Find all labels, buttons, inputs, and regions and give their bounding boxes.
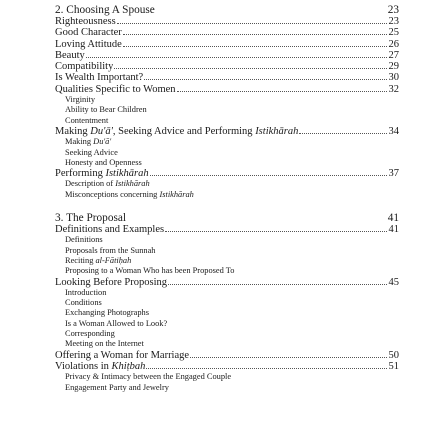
toc-title-part: Righteousness	[55, 16, 116, 27]
toc-title	[55, 50, 85, 61]
toc-title-part: Offering a Woman for Marriage	[55, 349, 190, 361]
toc-entry	[55, 350, 399, 361]
toc-entry	[55, 39, 399, 50]
toc-entry	[55, 361, 399, 372]
toc-title-part: Istikhārah	[255, 125, 299, 137]
toc-title	[65, 308, 149, 317]
toc-title-part: Looking Before Proposing	[55, 276, 167, 288]
toc-title	[65, 137, 111, 146]
toc-subentry	[55, 246, 399, 256]
toc-title-part: Exchanging Photographs	[65, 308, 149, 318]
page-number: 51	[388, 360, 399, 372]
toc-title-part: Proposing to a Woman Who has been Proposed To	[65, 266, 235, 276]
toc-title	[65, 246, 156, 255]
toc-entry	[55, 72, 399, 83]
toc-entry	[55, 16, 399, 27]
page-number: 26	[388, 38, 399, 50]
toc-title	[65, 158, 142, 167]
toc-title-part: Khiṭbah	[111, 360, 146, 372]
dot-leader	[114, 68, 386, 69]
dot-leader	[123, 46, 387, 47]
toc-subentry	[55, 235, 399, 245]
toc-title-part: Du'ā'	[90, 125, 113, 137]
toc-title	[65, 288, 106, 297]
toc-title	[65, 116, 108, 125]
toc-title-part: al-Fātiḥah	[95, 255, 132, 265]
toc-title	[55, 350, 189, 361]
toc-title	[65, 339, 144, 348]
toc-title-part: Violations in	[55, 360, 112, 372]
toc-subentry	[55, 116, 399, 126]
dot-leader	[146, 368, 386, 369]
toc-title-part: Contentment	[65, 115, 109, 125]
toc-subentry	[55, 288, 399, 298]
toc-title-part: Good Character	[55, 27, 122, 39]
page-number: 32	[388, 83, 399, 95]
toc-title-part: Is Wealth Important?	[55, 72, 144, 84]
toc-title-part: Description of	[65, 179, 116, 189]
toc-title-part: 3. The Proposal	[55, 212, 127, 225]
toc-subentry	[55, 339, 399, 349]
toc-title-part: Ability to Bear Children	[65, 105, 147, 115]
page-number: 23	[388, 16, 399, 27]
dot-leader	[299, 133, 386, 134]
toc-title-part: , Seeking Advice and Performing	[112, 125, 256, 137]
toc-title-part: 2. Choosing A Spouse	[55, 4, 155, 16]
toc-title-part: Istikhārah	[159, 189, 194, 199]
page-number: 41	[387, 212, 399, 225]
toc-title-part: Corresponding	[65, 329, 115, 339]
toc-subentry	[55, 190, 399, 200]
toc-title-part: Meeting on the Internet	[65, 339, 144, 349]
toc-title-part: Proposals from the Sunnah	[65, 245, 156, 255]
toc-title	[65, 190, 194, 199]
toc-title-part: Du'ā'	[93, 137, 112, 147]
dot-leader	[144, 79, 386, 80]
dot-leader	[86, 57, 387, 58]
toc-title-part: Is a Woman Allowed to Look?	[65, 318, 168, 328]
toc-entry	[55, 224, 399, 235]
toc-title	[55, 224, 164, 235]
toc-title	[65, 372, 231, 381]
page-number: 29	[388, 61, 399, 73]
toc-title	[55, 16, 116, 27]
toc-title	[55, 212, 126, 224]
dot-leader	[123, 34, 387, 35]
toc-title	[65, 319, 167, 328]
toc-title	[55, 72, 143, 83]
dot-leader	[177, 91, 387, 92]
dot-leader	[190, 357, 386, 358]
toc-subentry	[55, 256, 399, 266]
toc-title-part: Istikhārah	[115, 179, 150, 189]
toc-title-part: Reciting	[65, 255, 96, 265]
page-number: 27	[388, 49, 399, 61]
page-number: 30	[388, 72, 399, 84]
toc-title-part: Making	[55, 125, 91, 137]
toc-title	[65, 298, 102, 307]
toc-title-part: Engagement Party and Jewelry	[65, 382, 169, 392]
toc-title	[65, 179, 150, 188]
toc-title-part: Honesty and Openness	[65, 157, 142, 167]
toc-subentry	[55, 298, 399, 308]
toc-title	[55, 27, 122, 38]
toc-title	[65, 235, 103, 244]
page-number: 25	[388, 27, 399, 39]
toc-entry	[55, 168, 399, 179]
toc-title	[65, 105, 147, 114]
toc-subentry	[55, 179, 399, 189]
page-number: 23	[387, 4, 399, 16]
page-number: 34	[388, 125, 399, 137]
toc-title	[55, 61, 113, 72]
section-gap	[55, 200, 399, 212]
toc-subentry	[55, 319, 399, 329]
toc-title-part: Definitions	[65, 235, 103, 245]
toc-title	[65, 148, 118, 157]
toc-subentry	[55, 95, 399, 105]
toc-entry	[55, 126, 399, 137]
toc-title-part: Loving Attitude	[55, 38, 122, 50]
toc-subentry	[55, 137, 399, 147]
toc-title-part: Istikhārah	[105, 168, 149, 180]
toc-title	[65, 383, 169, 392]
toc-entry	[55, 61, 399, 72]
toc-title-part: Misconceptions concerning	[65, 189, 160, 199]
toc-subentry	[55, 148, 399, 158]
toc-title	[55, 277, 167, 288]
toc-title-part: Conditions	[65, 298, 102, 308]
toc-subentry	[55, 308, 399, 318]
toc-title	[65, 256, 131, 265]
toc-subentry	[55, 105, 399, 115]
toc-title-part: Performing	[55, 168, 106, 180]
page-number: 37	[388, 168, 399, 180]
toc-subentry	[55, 329, 399, 339]
toc-title-part: Making	[65, 137, 94, 147]
page-number: 45	[388, 276, 399, 288]
toc-title-part: Introduction	[65, 287, 107, 297]
page-number: 41	[388, 224, 399, 236]
toc-title	[55, 361, 145, 372]
dot-leader	[117, 23, 387, 24]
toc-title	[55, 168, 149, 179]
toc-entry	[55, 27, 399, 38]
toc-title-part: Compatibility	[55, 61, 114, 73]
toc-chapter	[55, 4, 399, 16]
toc-entry	[55, 84, 399, 95]
toc-subentry	[55, 372, 399, 382]
toc-subentry	[55, 158, 399, 168]
toc-title-part: Definitions and Examples	[55, 224, 165, 236]
toc-title	[65, 266, 234, 275]
toc-title	[55, 39, 122, 50]
toc-title-part: Virginity	[65, 95, 96, 105]
dot-leader	[150, 175, 387, 176]
toc-subentry	[55, 383, 399, 393]
toc-title	[55, 4, 155, 16]
toc-chapter	[55, 212, 399, 224]
toc-title	[65, 95, 95, 104]
toc-title	[65, 329, 115, 338]
dot-leader	[165, 231, 386, 232]
toc-title	[55, 126, 298, 137]
dot-leader	[168, 284, 387, 285]
toc-subentry	[55, 266, 399, 276]
toc-entry	[55, 277, 399, 288]
toc-entry	[55, 50, 399, 61]
toc-title	[55, 84, 176, 95]
page-number: 50	[388, 349, 399, 361]
toc-title-part: Beauty	[55, 49, 85, 61]
toc-title-part: Qualities Specific to Women	[55, 83, 176, 95]
toc-title-part: Seeking Advice	[65, 147, 118, 157]
toc-title-part: Privacy & Intimacy between the Engaged Couple	[65, 372, 232, 382]
